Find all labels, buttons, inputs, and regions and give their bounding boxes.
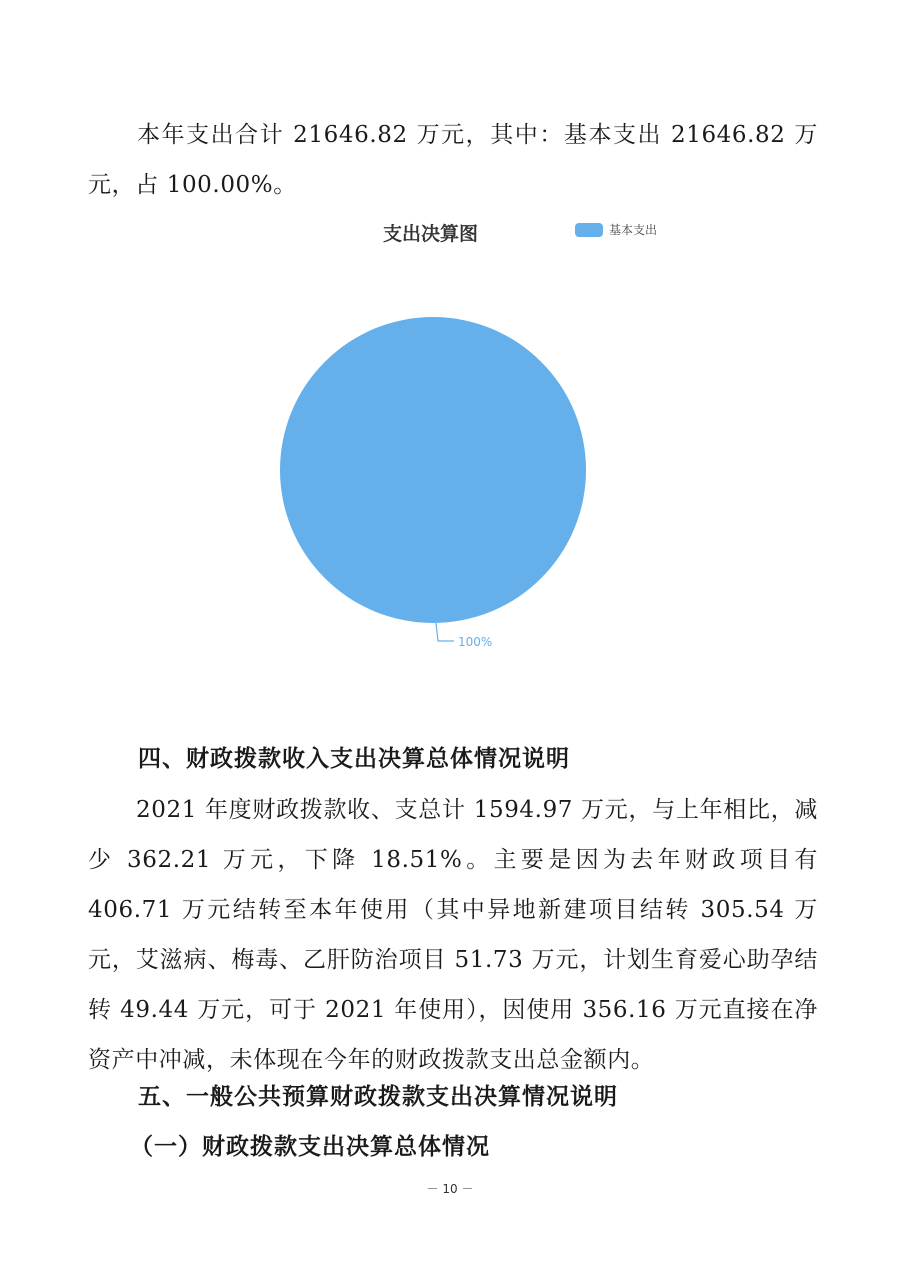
paragraph-expense-summary bbox=[88, 110, 818, 210]
legend-label-basic-expense: 基本支出 bbox=[609, 223, 658, 237]
pie-data-label-0: 100% bbox=[458, 635, 493, 649]
page-number: － 10 － bbox=[426, 1182, 474, 1196]
section-heading-five: 五、一般公共预算财政拨款支出决算情况说明 bbox=[138, 1084, 618, 1110]
pie-svg bbox=[250, 205, 710, 665]
pie-slice-0[interactable] bbox=[280, 317, 586, 623]
section-heading-five-one: （一）财政拨款支出决算总体情况 bbox=[130, 1134, 490, 1160]
paragraph-fiscal-summary bbox=[88, 785, 818, 1085]
section-heading-four: 四、财政拨款收入支出决算总体情况说明 bbox=[138, 746, 570, 772]
pie-leader-line-0 bbox=[436, 623, 454, 641]
paragraph-fiscal-text: 2021 年度财政拨款收、支总计 1594.97 万元，与上年相比，减少 362.21 万元，下降 18.51%。主要是因为去年财政项目有 406.71 万元结转至本年使用（其中异地新建项目结转 305.54 万元，艾滋病、梅毒、乙肝防治项目 51.73 万元，计划生育爱心助孕结转 49.44 万元，可于 2021 年使用），因使用 356.16 万元直接在净资产中冲减，未体现在今年的财政拨款支出总金额内。 bbox=[88, 797, 818, 1073]
expense-pie-chart bbox=[250, 205, 710, 665]
chart-title: 支出决算图 bbox=[383, 223, 479, 245]
paragraph-expense-text: 本年支出合计 21646.82 万元，其中：基本支出 21646.82 万元，占 100.00%。 bbox=[88, 122, 818, 198]
